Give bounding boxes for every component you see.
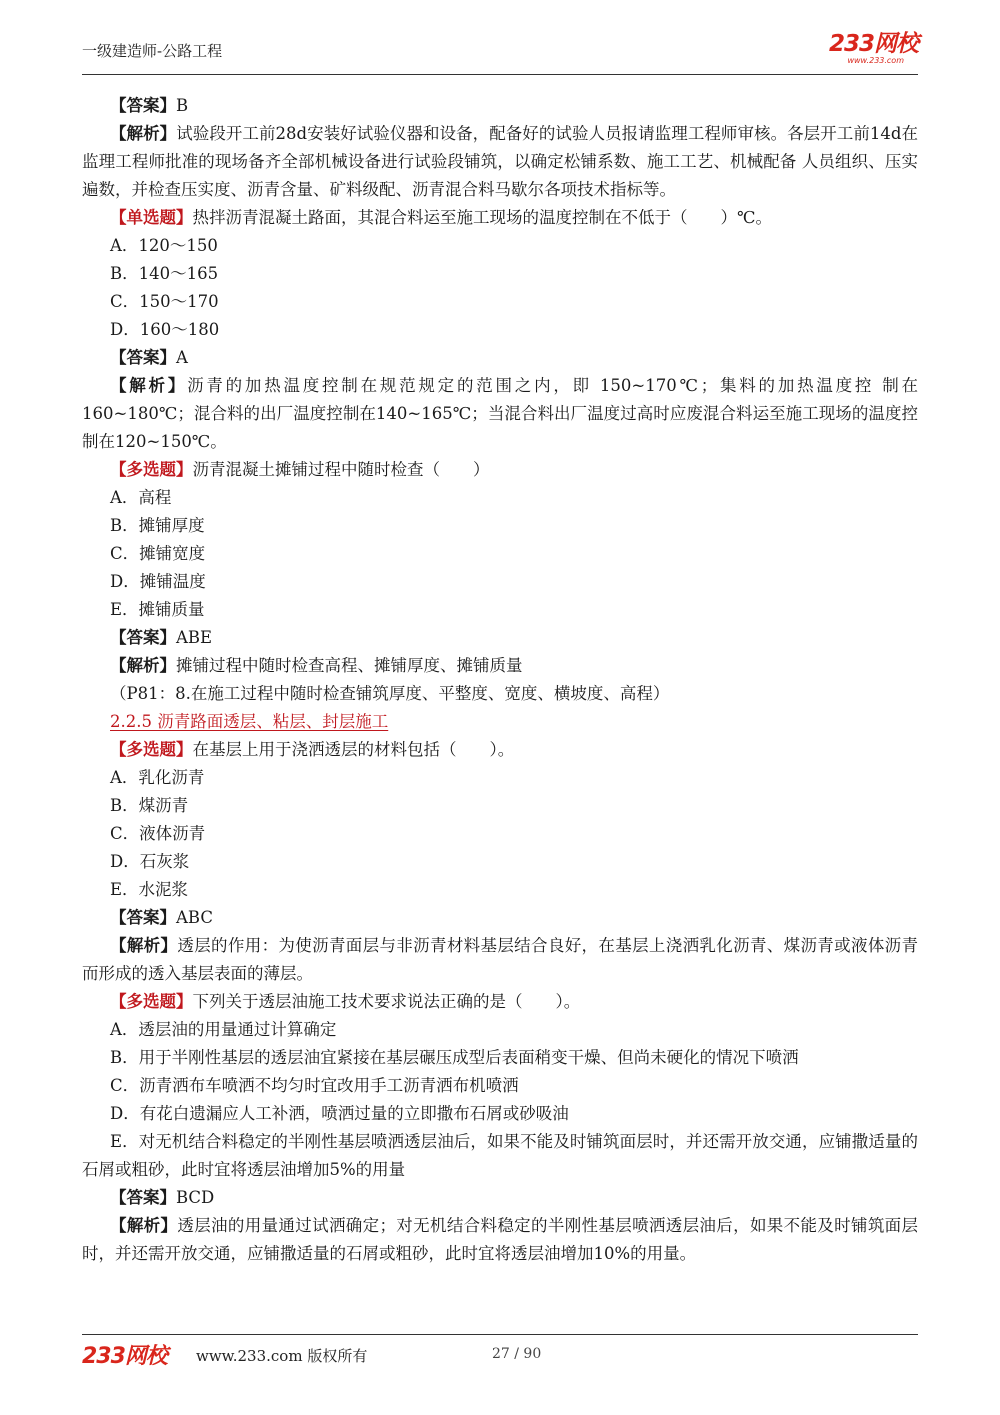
label-tag: 【答案】 [110, 96, 176, 115]
document-body [82, 92, 918, 1268]
label-tag: 【解析】 [110, 656, 176, 675]
question-stem [82, 736, 918, 764]
section-heading [82, 708, 918, 736]
answer-option: C．150～170 [110, 292, 219, 311]
answer-option: A．透层油的用量通过计算确定 [110, 1020, 337, 1039]
answer-line [82, 624, 918, 652]
page-number: 27 / 90 [492, 1346, 542, 1362]
question-stem [82, 988, 918, 1016]
answer-option: C．液体沥青 [110, 824, 206, 843]
footer-logo: 233网校 [82, 1344, 167, 1369]
note-line: （P81：8.在施工过程中随时检查铺筑厚度、平整度、宽度、横坡度、高程） [110, 684, 670, 703]
footer-copyright: www.233.com 版权所有 [196, 1347, 368, 1365]
answer-option: D．摊铺温度 [110, 572, 206, 591]
answer-option: D．石灰浆 [110, 852, 190, 871]
line-text: A [176, 348, 188, 367]
answer-option: C．摊铺宽度 [110, 544, 206, 563]
answer-option: E．摊铺质量 [110, 600, 205, 619]
answer-option: A．120～150 [110, 236, 218, 255]
answer-line [82, 1184, 918, 1212]
analysis-line [82, 120, 918, 204]
question-stem [82, 204, 918, 232]
page-footer [82, 1334, 918, 1375]
section-title: 2.2.5 沥青路面透层、粘层、封层施工 [110, 712, 389, 731]
answer-option: B．摊铺厚度 [110, 516, 205, 535]
line-text: 沥青的加热温度控制在规范规定的范围之内，即 150~170℃；集料的加热温度控 制在160~180℃；混合料的出厂温度控制在140~165℃；当混合料出厂温度过高时应废混合料运至施工现场的温度控制在120~150℃。 [82, 376, 919, 451]
answer-line [82, 92, 918, 120]
logo-url: www.233.com [847, 56, 904, 65]
answer-option: C．沥青洒布车喷洒不均匀时宜改用手工沥青洒布机喷洒 [110, 1076, 519, 1095]
line-text: 沥青混凝土摊铺过程中随时检查（ ） [192, 460, 490, 479]
question-type-tag: 【单选题】 [110, 208, 193, 227]
answer-line [82, 344, 918, 372]
label-tag: 【解析】 [110, 376, 188, 395]
line-text: BCD [176, 1188, 215, 1207]
line-text: 热拌沥青混凝土路面，其混合料运至施工现场的温度控制在不低于（ ）℃。 [192, 208, 772, 227]
question-stem [82, 456, 918, 484]
answer-option: A．乳化沥青 [110, 768, 205, 787]
analysis-line [82, 372, 918, 456]
label-tag: 【解析】 [110, 1216, 178, 1235]
line-text: ABE [176, 628, 213, 647]
answer-option: B．煤沥青 [110, 796, 189, 815]
answer-option: E．水泥浆 [110, 880, 189, 899]
analysis-line [82, 1212, 918, 1268]
line-text: 试验段开工前28d安装好试验仪器和设备，配备好的试验人员报请监理工程师审核。各层开工前14d在监理工程师批准的现场备齐全部机械设备进行试验段铺筑，以确定松铺系数、施工工艺、机械配备 人员组织、压实遍数，并检查压实度、沥青含量、矿料级配、沥青混合料马歇尔各项技术指标等。 [82, 124, 919, 199]
line-text: ABC [176, 908, 213, 927]
header-title: 一级建造师-公路工程 [82, 42, 223, 60]
answer-option: E．对无机结合料稳定的半刚性基层喷洒透层油后，如果不能及时铺筑面层时，并还需开放交通，应铺撒适量的石屑或粗砂，此时宜将透层油增加5%的用量 [82, 1132, 918, 1179]
label-tag: 【答案】 [110, 628, 176, 647]
analysis-line [82, 652, 918, 680]
line-text: B [176, 96, 189, 115]
logo-text: 233网校 [828, 31, 918, 57]
brand-logo [829, 32, 918, 65]
answer-option: D．有花白遗漏应人工补洒，喷洒过量的立即撒布石屑或砂吸油 [110, 1104, 569, 1123]
answer-option: A．高程 [110, 488, 172, 507]
page-header [82, 26, 918, 75]
label-tag: 【答案】 [110, 908, 176, 927]
question-type-tag: 【多选题】 [110, 992, 193, 1011]
line-text: 透层油的用量通过试洒确定；对无机结合料稳定的半刚性基层喷洒透层油后，如果不能及时铺筑面层时，并还需开放交通，应铺撒适量的石屑或粗砂，此时宜将透层油增加10%的用量。 [82, 1216, 919, 1263]
answer-option: B．用于半刚性基层的透层油宜紧接在基层碾压成型后表面稍变干燥、但尚未硬化的情况下喷洒 [110, 1048, 799, 1067]
question-type-tag: 【多选题】 [110, 460, 193, 479]
label-tag: 【解析】 [110, 124, 177, 143]
line-text: 摊铺过程中随时检查高程、摊铺厚度、摊铺质量 [176, 656, 523, 675]
analysis-line [82, 932, 918, 988]
answer-option: B．140～165 [110, 264, 219, 283]
line-text: 在基层上用于浇洒透层的材料包括（ ）。 [192, 740, 515, 759]
question-type-tag: 【多选题】 [110, 740, 193, 759]
line-text: 下列关于透层油施工技术要求说法正确的是（ ）。 [192, 992, 581, 1011]
answer-line [82, 904, 918, 932]
label-tag: 【解析】 [110, 936, 178, 955]
label-tag: 【答案】 [110, 348, 176, 367]
answer-option: D．160～180 [110, 320, 220, 339]
label-tag: 【答案】 [110, 1188, 176, 1207]
line-text: 透层的作用：为使沥青面层与非沥青材料基层结合良好，在基层上浇洒乳化沥青、煤沥青或液体沥青而形成的透入基层表面的薄层。 [82, 936, 919, 983]
